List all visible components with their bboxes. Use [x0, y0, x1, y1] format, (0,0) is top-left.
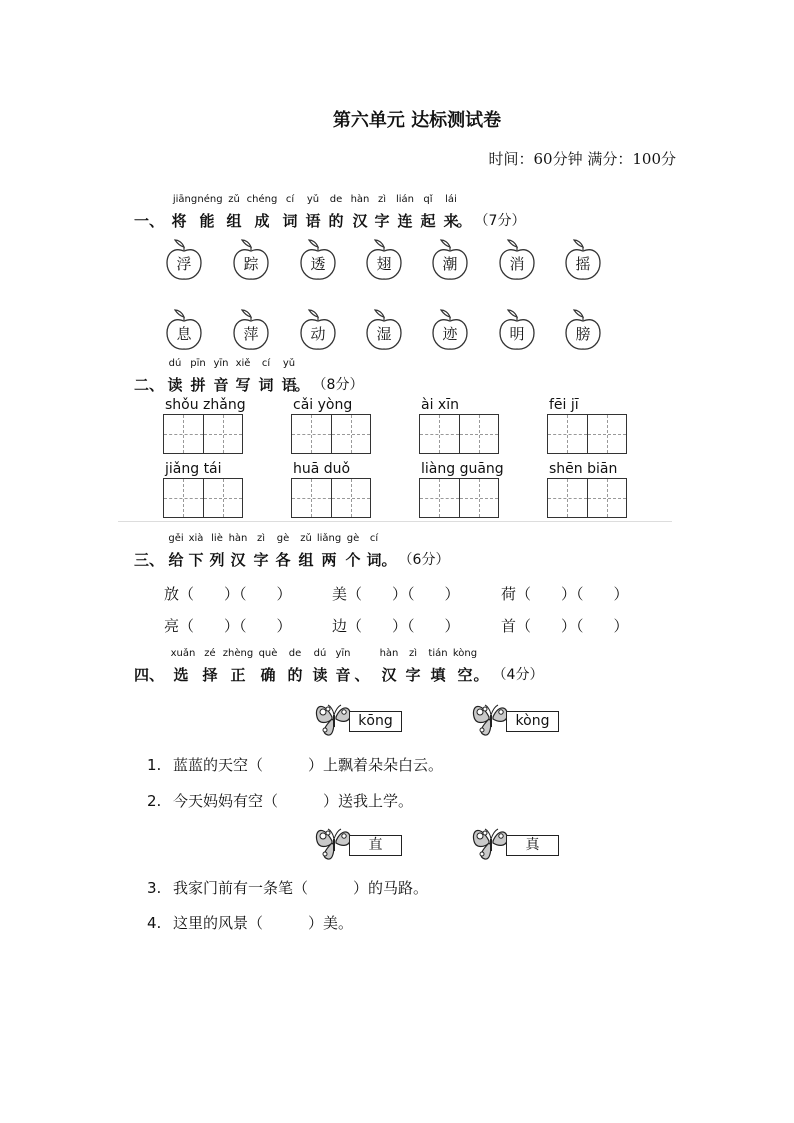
pinyin: zì: [377, 194, 387, 205]
section4-heading: [0, 664, 794, 684]
apple-char-card[interactable]: [430, 238, 470, 282]
heading-char: 能: [199, 212, 215, 230]
apple-char: 迹: [442, 325, 458, 343]
pinyin: zì: [256, 533, 266, 544]
heading-char: 的: [328, 212, 344, 230]
pinyin: dú: [168, 358, 182, 369]
butterfly-icon: [314, 697, 354, 737]
word-group-bian: 边（ ）（ ）: [332, 617, 460, 635]
heading-char: 词: [282, 212, 298, 230]
apple-char: 萍: [243, 325, 259, 343]
heading-char: 写: [235, 376, 251, 394]
apple-char: 翅: [376, 255, 392, 273]
heading-char: 空: [457, 666, 473, 684]
pinyin: zǔ: [228, 194, 240, 205]
sentence-text: 蓝蓝的天空（ ）上飘着朵朵白云。: [173, 756, 444, 774]
heading-char: 来: [443, 212, 459, 230]
heading-char: 拼: [190, 376, 206, 394]
section2-pinyin: [0, 358, 794, 372]
pinyin: zǔ: [300, 533, 312, 544]
pinyin: hàn: [379, 648, 399, 659]
pinyin: de: [329, 194, 343, 205]
pinyin: cí: [261, 358, 271, 369]
grid-cell[interactable]: [459, 415, 499, 453]
pinyin: gěi: [168, 533, 184, 544]
section4-number: 四、: [134, 666, 165, 684]
section1-heading: [0, 210, 794, 230]
grid-cell[interactable]: [331, 415, 371, 453]
option-label: kōng: [349, 711, 402, 732]
heading-char: 汉: [352, 212, 368, 230]
sentence-2: [147, 790, 413, 811]
divider-line: [118, 521, 672, 522]
heading-char: 择: [202, 666, 218, 684]
section3-number: 三、: [134, 551, 165, 569]
apple-char-card[interactable]: [497, 308, 537, 352]
pinyin: liǎng: [316, 533, 342, 544]
heading-char: 的: [287, 666, 303, 684]
heading-char: 语: [305, 212, 321, 230]
butterfly-icon: [471, 697, 511, 737]
grid-cell[interactable]: [331, 479, 371, 517]
grid-cell[interactable]: [420, 415, 459, 453]
butterfly-icon: [314, 821, 354, 861]
grid-cell[interactable]: [203, 479, 243, 517]
grid-cell[interactable]: [587, 479, 627, 517]
pinyin: chéng: [246, 194, 278, 205]
pinyin-word: jiǎng tái: [165, 461, 222, 477]
sentence-text: 我家门前有一条笔（ ）的马路。: [173, 879, 429, 897]
apple-char-card[interactable]: [298, 308, 338, 352]
heading-char: 连: [397, 212, 413, 230]
pinyin: yīn: [335, 648, 351, 659]
option-label: 直: [349, 835, 402, 856]
butterfly-icon: [471, 821, 511, 861]
heading-char: 列: [209, 551, 225, 569]
grid-cell[interactable]: [459, 479, 499, 517]
heading-char: 起: [420, 212, 436, 230]
pinyin: qǐ: [423, 194, 433, 205]
option-card[interactable]: [471, 821, 563, 861]
heading-char: 两: [321, 551, 337, 569]
grid-cell[interactable]: [548, 479, 587, 517]
pinyin: yǔ: [306, 194, 320, 205]
pinyin: liè: [211, 533, 223, 544]
pinyin: zhèng: [222, 648, 254, 659]
apple-char-card[interactable]: [497, 238, 537, 282]
sentence-number: 3.: [147, 879, 162, 897]
heading-char: 选: [173, 666, 189, 684]
apple-char: 浮: [176, 255, 192, 273]
tianzige-grid[interactable]: [163, 414, 243, 454]
sentence-text: 这里的风景（ ）美。: [173, 914, 354, 932]
section1-pinyin: [0, 194, 794, 208]
sentence-3: [147, 877, 428, 898]
word-group-liang: 亮（ ）（ ）: [164, 617, 292, 635]
heading-char: 组: [226, 212, 242, 230]
apple-char-card[interactable]: [563, 238, 603, 282]
tianzige-grid[interactable]: [547, 414, 627, 454]
grid-cell[interactable]: [164, 479, 203, 517]
pinyin: yīn: [213, 358, 229, 369]
grid-cell[interactable]: [548, 415, 587, 453]
pinyin: xuǎn: [170, 648, 196, 659]
sentence-number: 4.: [147, 914, 162, 932]
section3-pinyin: [0, 533, 794, 547]
heading-char: 汉: [381, 666, 397, 684]
apple-char: 息: [176, 325, 192, 343]
heading-char: 语: [281, 376, 297, 394]
heading-char: 汉: [230, 551, 246, 569]
pinyin: dú: [313, 648, 327, 659]
option-card[interactable]: [314, 697, 406, 737]
pinyin: kòng: [452, 648, 478, 659]
tianzige-grid[interactable]: [163, 478, 243, 518]
pinyin: néng: [197, 194, 223, 205]
grid-cell[interactable]: [203, 415, 243, 453]
word-group-fang: 放（ ）（ ）: [164, 585, 292, 603]
page-title: 第六单元 达标测试卷: [332, 110, 502, 131]
pinyin: xiě: [235, 358, 251, 369]
heading-char: 填: [430, 666, 446, 684]
heading-char: 字: [374, 212, 390, 230]
tianzige-grid[interactable]: [291, 478, 371, 518]
pinyin: pīn: [190, 358, 206, 369]
heading-period: 。: [381, 551, 397, 569]
section-score: （8分）: [312, 377, 364, 393]
heading-char: 、: [354, 666, 370, 684]
apple-char-card[interactable]: [164, 308, 204, 352]
word-group-he: 荷（ ）（ ）: [501, 585, 629, 603]
option-card[interactable]: [314, 821, 406, 861]
heading-char: 字: [405, 666, 421, 684]
pinyin: lái: [445, 194, 457, 205]
apple-char: 踪: [243, 255, 259, 273]
heading-char: 确: [260, 666, 276, 684]
heading-char: 给: [168, 551, 184, 569]
option-card[interactable]: [471, 697, 563, 737]
pinyin: xià: [188, 533, 204, 544]
section3-heading: [0, 549, 794, 569]
heading-char: 读: [312, 666, 328, 684]
pinyin-word: fēi jī: [549, 397, 579, 413]
apple-char-card[interactable]: [298, 238, 338, 282]
grid-cell[interactable]: [587, 415, 627, 453]
pinyin: hàn: [350, 194, 370, 205]
sentence-text: 今天妈妈有空（ ）送我上学。: [173, 792, 414, 810]
tianzige-grid[interactable]: [419, 414, 499, 454]
apple-char-card[interactable]: [430, 308, 470, 352]
pinyin: gè: [346, 533, 360, 544]
apple-char-card[interactable]: [364, 308, 404, 352]
pinyin: de: [288, 648, 302, 659]
apple-char: 膀: [575, 325, 591, 343]
pinyin-word: liàng guāng: [421, 461, 504, 477]
section4-pinyin: [0, 648, 794, 662]
pinyin-word: huā duǒ: [293, 461, 351, 477]
heading-char: 成: [254, 212, 270, 230]
apple-char: 明: [509, 325, 525, 343]
word-group-mei: 美（ ）（ ）: [332, 585, 460, 603]
section2-heading: [0, 374, 794, 394]
tianzige-grid[interactable]: [419, 478, 499, 518]
heading-char: 个: [345, 551, 361, 569]
pinyin: lián: [395, 194, 415, 205]
heading-char: 正: [230, 666, 246, 684]
option-label: kòng: [506, 711, 559, 732]
grid-cell[interactable]: [292, 479, 331, 517]
heading-char: 各: [275, 551, 291, 569]
pinyin: cí: [285, 194, 295, 205]
option-label: 真: [506, 835, 559, 856]
apple-char: 摇: [575, 255, 591, 273]
apple-char-card[interactable]: [231, 238, 271, 282]
grid-cell[interactable]: [292, 415, 331, 453]
pinyin: hàn: [228, 533, 248, 544]
tianzige-grid[interactable]: [547, 478, 627, 518]
apple-char-card[interactable]: [364, 238, 404, 282]
heading-period: 。: [456, 212, 472, 230]
pinyin-word: cǎi yòng: [293, 397, 353, 413]
sentence-1: [147, 754, 443, 775]
heading-char: 词: [258, 376, 274, 394]
apple-char: 动: [310, 325, 326, 343]
apple-char: 透: [310, 255, 326, 273]
pinyin: què: [258, 648, 278, 659]
apple-char: 潮: [442, 255, 458, 273]
section-score: （7分）: [474, 213, 526, 229]
pinyin: zì: [408, 648, 418, 659]
heading-char: 字: [253, 551, 269, 569]
apple-char: 湿: [376, 325, 392, 343]
pinyin-word: ài xīn: [421, 397, 459, 413]
section1-number: 一、: [134, 212, 165, 230]
apple-char-card[interactable]: [164, 238, 204, 282]
pinyin: gè: [276, 533, 290, 544]
heading-char: 词: [366, 551, 382, 569]
heading-char: 音: [335, 666, 351, 684]
pinyin: jiāng: [172, 194, 198, 205]
apple-char-card[interactable]: [231, 308, 271, 352]
heading-char: 音: [213, 376, 229, 394]
heading-char: 将: [171, 212, 187, 230]
sentence-4: [147, 912, 353, 933]
section-score: （4分）: [492, 667, 544, 683]
pinyin-word: shēn biān: [549, 461, 618, 477]
apple-char: 消: [509, 255, 525, 273]
pinyin-word: shǒu zhǎng: [165, 397, 246, 413]
pinyin: tián: [428, 648, 448, 659]
apple-char-card[interactable]: [563, 308, 603, 352]
tianzige-grid[interactable]: [291, 414, 371, 454]
grid-cell[interactable]: [420, 479, 459, 517]
word-group-shou: 首（ ）（ ）: [501, 617, 629, 635]
heading-char: 组: [298, 551, 314, 569]
sentence-number: 1.: [147, 756, 162, 774]
sentence-number: 2.: [147, 792, 162, 810]
pinyin: cí: [369, 533, 379, 544]
grid-cell[interactable]: [164, 415, 203, 453]
section-score: （6分）: [398, 552, 450, 568]
pinyin: yǔ: [282, 358, 296, 369]
heading-char: 下: [188, 551, 204, 569]
heading-period: 。: [294, 376, 310, 394]
heading-char: 读: [167, 376, 183, 394]
exam-meta: 时间：60分钟 满分：100分: [488, 150, 676, 168]
pinyin: zé: [204, 648, 216, 659]
section2-number: 二、: [134, 376, 165, 394]
heading-period: 。: [473, 666, 489, 684]
